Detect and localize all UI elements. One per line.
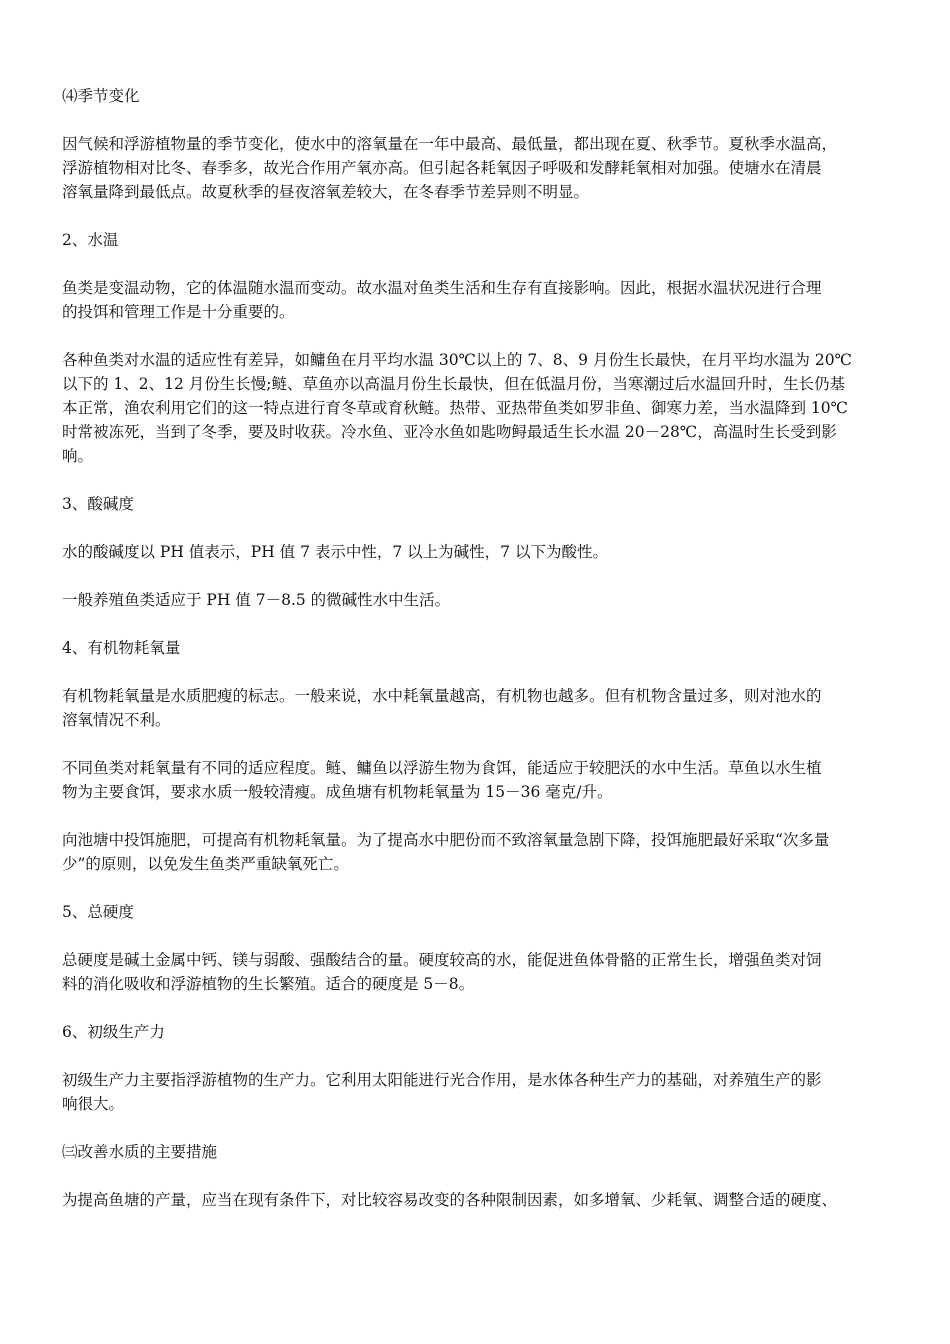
paragraph-primary-productivity [62,1068,890,1116]
text-line: 浮游植物相对比冬、春季多，故光合作用产氧亦高。但引起各耗氧因子呼吸和发酵耗氧相对加强。使塘水在清晨 [62,159,822,177]
text-line: 响。 [62,447,94,465]
section-heading-water-temperature: 2、水温 [62,231,119,249]
text-line: 一般养殖鱼类适应于 PH 值 7－8.5 的微碱性水中生活。 [62,591,451,609]
text-line: 鱼类是变温动物，它的体温随水温而变动。故水温对鱼类生活和生存有直接影响。因此，根据水温状况进行合理 [62,279,822,297]
section-heading-seasonal-change: ⑷季节变化 [62,87,140,105]
paragraph-seasonal-oxygen [62,132,890,204]
text-line: 本正常，渔农利用它们的这一特点进行育冬草或育秋鲢。热带、亚热带鱼类如罗非鱼、御寒力差，当水温降到 10℃ [62,399,848,417]
text-line: 时常被冻死，当到了冬季，要及时收获。冷水鱼、亚冷水鱼如匙吻鲟最适生长水温 20－28℃，高温时生长受到影 [62,423,837,441]
paragraph-temperature-intro [62,276,890,324]
text-line: 溶氧情况不利。 [62,711,171,729]
paragraph-oxygen-demand-indicator [62,684,890,732]
text-line: 因气候和浮游植物量的季节变化，使水中的溶氧量在一年中最高、最低量，都出现在夏、秋季节。夏秋季水温高， [62,135,838,153]
text-line: 以下的 1、2、12 月份生长慢;鲢、草鱼亦以高温月份生长最快，但在低温月份，当寒潮过后水温回升时，生长仍基 [62,375,846,393]
paragraph-water-improvement [62,1188,890,1212]
paragraph-temperature-species [62,348,890,468]
text-line: 初级生产力主要指浮游植物的生产力。它利用太阳能进行光合作用，是水体各种生产力的基础，对养殖生产的影 [62,1071,822,1089]
paragraph-feeding-fertilizing [62,828,890,876]
section-heading-ph: 3、酸碱度 [62,495,134,513]
text-line: 料的消化吸收和浮游植物的生长繁殖。适合的硬度是 5－8。 [62,975,475,993]
text-line: 的投饵和管理工作是十分重要的。 [62,303,295,321]
text-line: 水的酸碱度以 PH 值表示，PH 值 7 表示中性，7 以上为碱性，7 以下为酸性。 [62,543,608,561]
section-heading-total-hardness: 5、总硬度 [62,903,134,921]
paragraph-oxygen-demand-species [62,756,890,804]
text-line: 响很大。 [62,1095,125,1113]
section-heading-water-improvement: ㈢改善水质的主要措施 [62,1143,218,1161]
section-heading-primary-productivity: 6、初级生产力 [62,1023,165,1041]
paragraph-ph-definition [62,540,890,564]
text-line: 总硬度是碱土金属中钙、镁与弱酸、强酸结合的量。硬度较高的水，能促进鱼体骨骼的正常生长，增强鱼类对饲 [62,951,822,969]
text-line: 各种鱼类对水温的适应性有差异，如鳙鱼在月平均水温 30℃以上的 7、8、9 月份生长最快，在月平均水温为 20℃ [62,351,852,369]
text-line: 为提高鱼塘的产量，应当在现有条件下，对比较容易改变的各种限制因素，如多增氧、少耗氧、调整合适的硬度、 [62,1191,838,1209]
document-page [62,84,890,1236]
text-line: 少”的原则，以免发生鱼类严重缺氧死亡。 [62,855,349,873]
paragraph-total-hardness [62,948,890,996]
text-line: 不同鱼类对耗氧量有不同的适应程度。鲢、鳙鱼以浮游生物为食饵，能适应于较肥沃的水中生活。草鱼以水生植 [62,759,822,777]
text-line: 溶氧量降到最低点。故夏秋季的昼夜溶氧差较大，在冬春季节差异则不明显。 [62,183,590,201]
text-line: 向池塘中投饵施肥，可提高有机物耗氧量。为了提高水中肥份而不致溶氧量急剧下降，投饵施肥最好采取“次多量 [62,831,830,849]
section-heading-organic-oxygen-demand: 4、有机物耗氧量 [62,639,181,657]
text-line: 有机物耗氧量是水质肥瘦的标志。一般来说，水中耗氧量越高，有机物也越多。但有机物含量过多，则对池水的 [62,687,822,705]
text-line: 物为主要食饵，要求水质一般较清瘦。成鱼塘有机物耗氧量为 15－36 毫克/升。 [62,783,613,801]
paragraph-ph-range [62,588,890,612]
